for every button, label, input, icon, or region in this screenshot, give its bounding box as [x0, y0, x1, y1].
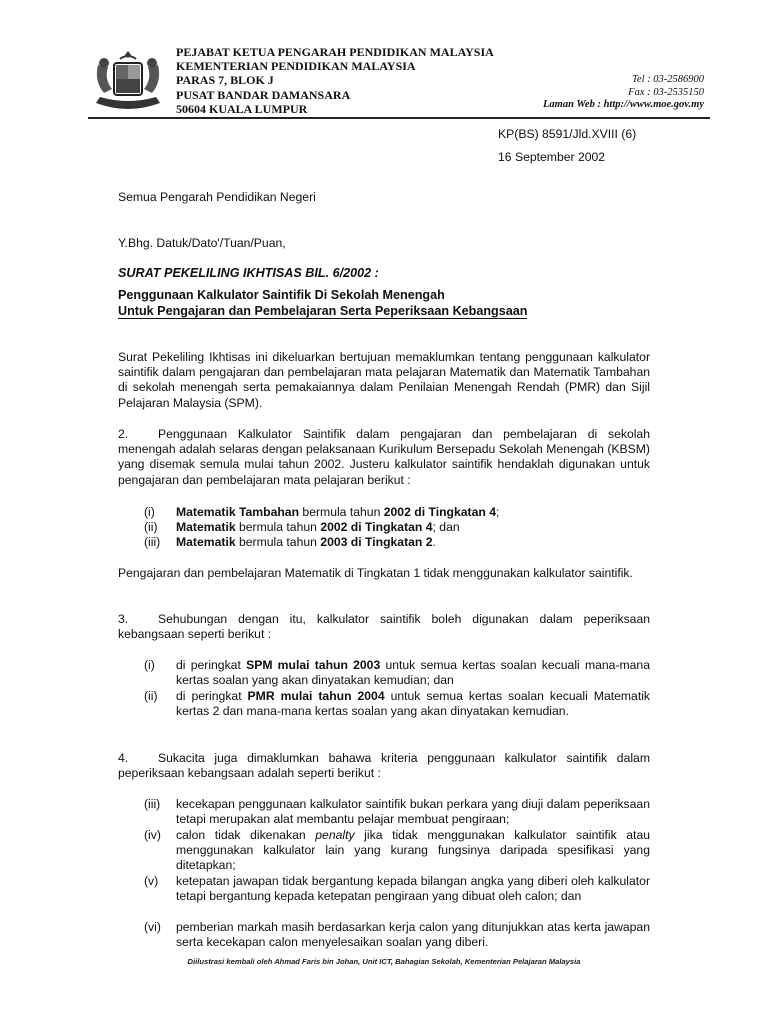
- item-number: (vi): [144, 920, 161, 934]
- item-text: bermula tahun: [235, 520, 321, 534]
- letter-date: 16 September 2002: [498, 150, 606, 164]
- reference-number: KP(BS) 8591/Jld.XVIII (6): [498, 127, 637, 141]
- address-line: PEJABAT KETUA PENGARAH PENDIDIKAN MALAYSIA: [176, 45, 494, 59]
- paragraph-number: 3.: [118, 612, 129, 626]
- circular-number: SURAT PEKELILING IKHTISAS BIL. 6/2002 :: [118, 266, 379, 280]
- item-end: ;: [495, 505, 500, 519]
- list-item: [144, 505, 650, 520]
- item-text: bermula tahun: [299, 505, 384, 519]
- item-number: (iv): [144, 828, 161, 842]
- item-text: di peringkat: [176, 658, 247, 672]
- list-item: [144, 689, 650, 719]
- item-number: (iii): [144, 797, 161, 811]
- paragraph-text: Sehubungan dengan itu, kalkulator saintifik boleh digunakan dalam peperiksaan kebangsaan seperti berikut :: [118, 612, 650, 642]
- item-number: (iii): [144, 535, 161, 549]
- list-item: [144, 828, 650, 874]
- contact-info: [543, 74, 704, 112]
- website: Laman Web : http://www.moe.gov.my: [543, 99, 704, 110]
- address-line: KEMENTERIAN PENDIDIKAN MALAYSIA: [176, 59, 416, 74]
- item-number: (v): [144, 874, 159, 888]
- coat-of-arms-logo: [88, 45, 168, 117]
- recipient: Semua Pengarah Pendidikan Negeri: [118, 190, 316, 204]
- list-item: [144, 535, 650, 550]
- item-year: 2002 di Tingkatan 4: [383, 505, 496, 519]
- item-text: kecekapan penggunaan kalkulator saintifik bukan perkara yang diuji dalam peperiksaan tetapi merupakan alat membantu pelajar membuat pengiraan;: [176, 797, 650, 827]
- list-item: [144, 797, 650, 827]
- item-text: ketepatan jawapan tidak bergantung kepada bilangan angka yang diberi oleh kalkulator tetapi bergantung kepada ketepatan pengiraan yang dibuat oleh calon; dan: [176, 874, 650, 904]
- list-item: [144, 874, 650, 904]
- address-line: 50604 KUALA LUMPUR: [176, 101, 308, 116]
- item-italic: penalty: [315, 828, 355, 842]
- item-subject: Matematik Tambahan: [176, 505, 300, 519]
- telephone: Tel : 03-2586900: [632, 74, 704, 85]
- address-line: PUSAT BANDAR DAMANSARA: [176, 87, 351, 102]
- paragraph-form1: Pengajaran dan pembelajaran Matematik di Tingkatan 1 tidak menggunakan kalkulator saintifik.: [118, 566, 633, 580]
- paragraph-4: [118, 751, 650, 781]
- paragraph-text: Sukacita juga dimaklumkan bahawa kriteria penggunaan kalkulator saintifik dalam peperiksaan kebangsaan adalah seperti berikut :: [118, 751, 650, 781]
- item-subject: Matematik: [176, 535, 236, 549]
- item-text: bermula tahun: [235, 535, 321, 549]
- item-year: 2003 di Tingkatan 2: [320, 535, 433, 549]
- paragraph-number: 4.: [118, 751, 129, 765]
- item-text: untuk semua kertas soalan kecuali Matematik kertas 2 dan mana-mana kertas soalan yang akan dinyatakan kemudian.: [176, 689, 651, 719]
- item-exam: PMR mulai tahun 2004: [247, 689, 385, 703]
- address-line: PARAS 7, BLOK J: [176, 73, 274, 88]
- paragraph-3: [118, 612, 650, 642]
- item-number: (i): [144, 505, 155, 519]
- list-item: [144, 658, 650, 688]
- item-subject: Matematik: [176, 520, 236, 534]
- item-text: di peringkat: [176, 689, 248, 703]
- item-number: (i): [144, 658, 155, 672]
- list-item: [144, 920, 650, 950]
- item-text: calon tidak dikenakan: [176, 828, 316, 842]
- title-line-1: Penggunaan Kalkulator Saintifik Di Sekolah Menengah: [118, 288, 445, 302]
- item-number: (ii): [144, 520, 158, 534]
- paragraph-number: 2.: [118, 427, 129, 441]
- item-end: ; dan: [432, 520, 460, 534]
- salutation: Y.Bhg. Datuk/Dato'/Tuan/Puan,: [118, 236, 286, 250]
- fax: Fax : 03-2535150: [628, 86, 704, 98]
- letter-title: [118, 287, 527, 319]
- paragraph-text: Penggunaan Kalkulator Saintifik dalam pengajaran dan pembelajaran di sekolah menengah adalah selaras dengan pelaksanaan Kurikulum Bersepadu Sekolah Menengah (KBSM) yang disemak semula mulai tahun 2002. Justeru kalkulator saintifik hendaklah digunakan untuk pengajaran dan pembelajaran mata pelajaran berikut :: [118, 427, 650, 487]
- header-divider: [88, 117, 710, 119]
- ministry-address: [176, 45, 494, 116]
- item-year: 2002 di Tingkatan 4: [320, 520, 433, 534]
- title-line-2: Untuk Pengajaran dan Pembelajaran Serta Peperiksaan Kebangsaan: [118, 304, 528, 318]
- item-text: jika tidak menggunakan kalkulator saintifik atau menggunakan kalkulator lain yang kurang fungsinya daripada spesifikasi yang ditetapkan;: [176, 828, 650, 873]
- footer-credit: Diilustrasi kembali oleh Ahmad Faris bin Johan, Unit ICT, Bahagian Sekolah, Kementerian Pelajaran Malaysia: [187, 957, 581, 966]
- item-exam: SPM mulai tahun 2003: [246, 658, 381, 672]
- item-number: (ii): [144, 689, 158, 703]
- paragraph-1: Surat Pekeliling Ikhtisas ini dikeluarkan bertujuan memaklumkan tentang penggunaan kalkulator saintifik dalam pengajaran dan pembelajaran mata pelajaran Matematik dan Matematik Tambahan di sekolah menengah serta pemakaiannya dalam Penilaian Menengah Rendah (PMR) dan Sijil Pelajaran Malaysia (SPM).: [118, 350, 650, 410]
- list-item: [144, 520, 650, 535]
- item-end: .: [432, 535, 436, 549]
- paragraph-2: [118, 427, 650, 488]
- item-text: pemberian markah masih berdasarkan kerja calon yang ditunjukkan atas kerta jawapan serta kecekapan calon menyelesaikan soalan yang diberi.: [176, 920, 650, 950]
- item-text: untuk semua kertas soalan kecuali mana-mana kertas soalan yang akan dinyatakan kemudian; dan: [176, 658, 650, 688]
